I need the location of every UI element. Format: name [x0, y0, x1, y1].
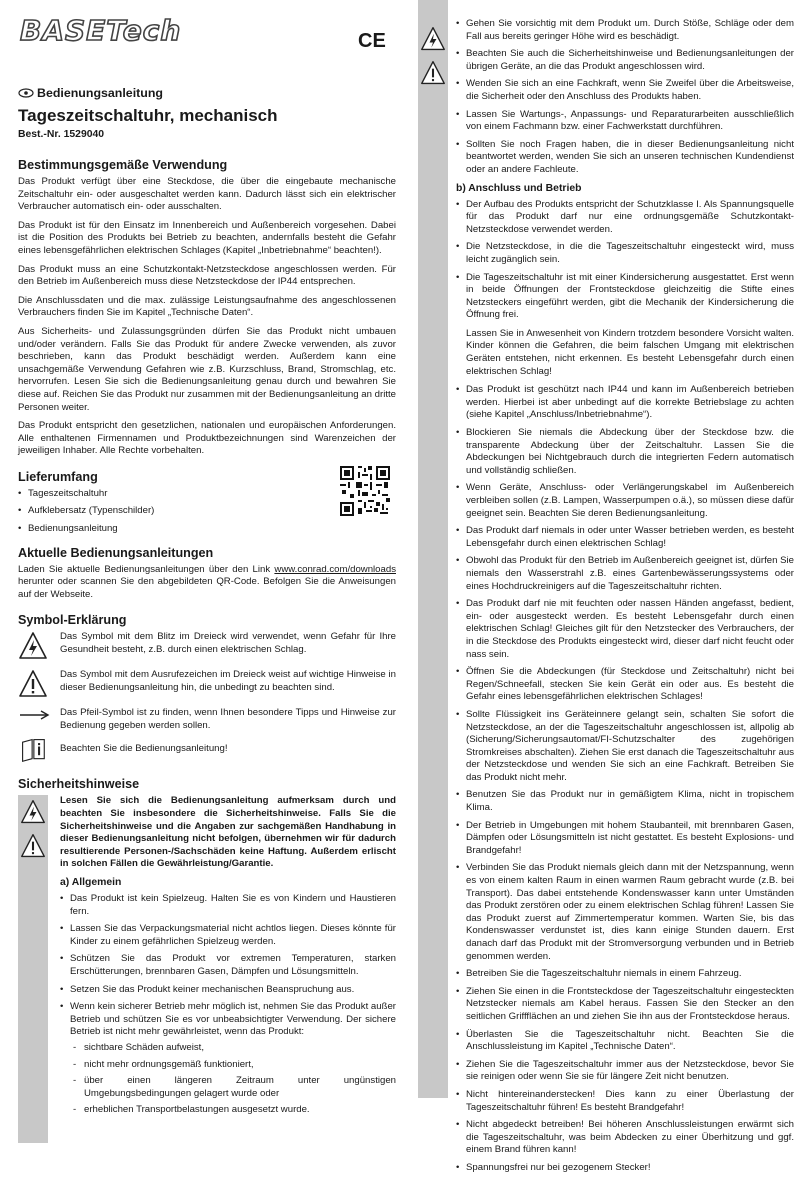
- order-number: Best.-Nr. 1529040: [18, 129, 105, 140]
- general-list-continued: [456, 18, 794, 177]
- list-item: • Überlasten Sie die Tageszeitschaltuhr nicht. Beachten Sie die Anschlussleistung im Kapitel „Technische Daten“.: [456, 1029, 794, 1054]
- list-item: • Sollten Sie noch Fragen haben, die in dieser Bedienungsanleitung nicht beantwortet werden, wenden Sie sich an unseren technischen Kundendienst oder an andere Fachleute.: [456, 139, 794, 177]
- lightning-triangle-icon: [420, 26, 446, 52]
- list-item: • Wenden Sie sich an eine Fachkraft, wenn Sie Zweifel über die Arbeitsweise, die Sicherheit oder den Anschluss des Produkts haben.: [456, 78, 794, 103]
- connection-list: [456, 199, 794, 1175]
- symbol-text: Das Symbol mit dem Blitz im Dreieck wird verwendet, wenn Gefahr für Ihre Gesundheit besteht, z.B. durch einen elektrischen Schlag.: [60, 631, 396, 656]
- child-note: Lassen Sie in Anwesenheit von Kindern trotzdem besondere Vorsicht walten. Kinder können die Gefahren, die beim falschen Umgang mit elektrischen Geräten entstehen, nicht erkennen. Es besteht Lebensgefahr durch einen elektrischen Schlag!: [466, 327, 794, 377]
- intended-use-paragraph: Die Anschlussdaten und die max. zulässige Leistungsaufnahme des angeschlossenen Verbrauchers finden Sie im Kapitel „Technische Daten“.: [18, 294, 396, 319]
- ce-mark: CE: [358, 30, 386, 52]
- list-item: • Sollte Flüssigkeit ins Geräteinnere gelangt sein, schalten Sie sofort die Netzsteckdose, an der die Tageszeitschaltuhr angeschlossen ist, allpolig ab (Sicherung/Sicherungsautomat/FI-Schutzschalter des zugehörigen Stromkreises abschalten). Ziehen Sie erst danach die Tageszeitschaltuhr aus der Netzsteckdose und wenden Sie sich an eine Fachkraft. Betreiben Sie das Produkt nicht mehr.: [456, 709, 794, 785]
- safety-intro-text: Lesen Sie sich die Bedienungsanleitung aufmerksam durch und beachten Sie insbesondere die Sicherheitshinweise. Falls Sie die Sicherheitshinweise und die Angaben zur sachgemäßen Handhabung in dieser Bedienungsanleitung nicht befolgen, übernehmen wir für dadurch resultierende Personen-/Sachschäden keine Haftung. Außerdem erlischt in solchen Fällen die Gewährleistung/Garantie.: [60, 795, 396, 870]
- read-manual-icon: [18, 737, 48, 763]
- manuals-heading: Aktuelle Bedienungsanleitungen: [18, 545, 214, 560]
- safety-side-strip: [418, 0, 448, 1098]
- list-item: • Das Produkt ist kein Spielzeug. Halten Sie es von Kindern und Haustieren fern.: [60, 893, 396, 918]
- manuals-paragraph: [18, 564, 396, 602]
- list-item: - erheblichen Transportbelastungen ausgesetzt wurde.: [70, 1104, 396, 1117]
- manuals-text-before: Laden Sie aktuelle Bedienungsanleitungen über den Link: [18, 563, 275, 575]
- list-item: • Verbinden Sie das Produkt niemals gleich dann mit der Netzspannung, wenn es von einem kalten Raum in einen warmen Raum gebracht wurde (z.B. bei Transport). Das dabei entstehende Kondenswasser kann unter Umständen das Produkt zerstören oder zu einem elektrischen Schlag führen! Lassen Sie das Produkt zuerst auf Zimmertemperatur kommen. Warten Sie, bis das Kondenswasser verdunstet ist, dies kann einige Stunden dauern. Erst danach darf das Produkt mit der Stromversorgung verbunden und in Betrieb genommen werden.: [456, 862, 794, 963]
- title-block: [18, 86, 396, 1122]
- symbols-heading: Symbol-Erklärung: [18, 613, 127, 628]
- list-item-text: Die Tageszeitschaltuhr ist mit einer Kindersicherung ausgestattet. Erst wenn in beide Öffnungen der Frontsteckdose gleichzeitig die Stifte eines Netzsteckers eingeführt werden, gibt die Mechanik der Kindersicherung die Öffnung frei.: [466, 271, 794, 321]
- list-item: • Spannungsfrei nur bei gezogenem Stecker!: [456, 1162, 794, 1175]
- symbol-row: [18, 631, 396, 665]
- list-item: • Bedienungsanleitung: [18, 523, 396, 536]
- exclamation-triangle-icon: [18, 669, 48, 699]
- list-item: • Ziehen Sie einen in die Frontsteckdose der Tageszeitschaltuhr eingesteckten Netzstecker niemals am Kabel heraus. Fassen Sie den Stecker an den seitlichen Griffflächen an und ziehen Sie ihn aus der Frontsteckdose heraus.: [456, 986, 794, 1024]
- general-list: [60, 893, 396, 1117]
- arrow-icon: [18, 707, 50, 737]
- list-item: • Setzen Sie das Produkt keiner mechanischen Beanspruchung aus.: [60, 984, 396, 997]
- list-item: • Gehen Sie vorsichtig mit dem Produkt um. Durch Stöße, Schläge oder dem Fall aus bereits geringer Höhe wird es beschädigt.: [456, 18, 794, 43]
- symbol-text: Das Pfeil-Symbol ist zu finden, wenn Ihnen besondere Tipps und Hinweise zur Bedienung gegeben werden sollen.: [60, 707, 396, 732]
- safety-heading: Sicherheitshinweise: [18, 777, 140, 792]
- list-item: • Obwohl das Produkt für den Betrieb im Außenbereich geeignet ist, dürfen Sie niemals den Wasserstrahl z.B. eines Gartenbewässerungssystems oder eines Hochdruckreinigers auf die Tageszeitschaltuhr richten.: [456, 555, 794, 593]
- list-item: • Blockieren Sie niemals die Abdeckung über der Steckdose bzw. die transparente Abdeckung über der Zeitschaltuhr. Lassen Sie die Abdeckungen bei Nichtgebrauch durch die integrierten Federn automatisch und vollständig schließen.: [456, 427, 794, 477]
- list-item: • Tageszeitschaltuhr: [18, 488, 396, 501]
- page-title: Tageszeitschaltuhr, mechanisch: [18, 106, 278, 125]
- list-item: [456, 272, 794, 379]
- qr-code[interactable]: [340, 466, 390, 516]
- intended-use-paragraph: Das Produkt ist für den Einsatz im Innenbereich und Außenbereich vorgesehen. Dabei ist die Position des Produkts bei Betrieb zu beachten, andernfalls besteht die Gefahr eines lebensgefährlichen elektrischen Schlages (Kapitel „Inbetriebnahme“ beachten!).: [18, 219, 396, 256]
- brand-logo: [18, 12, 248, 53]
- list-item: • Beachten Sie auch die Sicherheitshinweise und Bedienungsanleitungen der übrigen Geräte, an die das Produkt angeschlossen wird.: [456, 48, 794, 73]
- right-content: [456, 18, 794, 1180]
- eye-icon: [18, 88, 34, 98]
- list-item: • Lassen Sie das Verpackungsmaterial nicht achtlos liegen. Dieses könnte für Kinder zu einem gefährlichen Spielzeug werden.: [60, 923, 396, 948]
- intended-use-paragraph: Das Produkt verfügt über eine Steckdose, die über die eingebaute mechanische Zeitschaltuhr ein- oder ausgeschaltet werden kann. Dadurch lässt sich ein elektrischer Verbraucher automatisch ein- oder ausschalten.: [18, 176, 396, 213]
- download-link[interactable]: www.conrad.com/downloads: [274, 563, 396, 575]
- list-item-text: Wenn kein sicherer Betrieb mehr möglich ist, nehmen Sie das Produkt außer Betrieb und schützen Sie es vor unbeabsichtigter Verwendung. Der sichere Betrieb ist nicht mehr gewährleistet, wenn das Produkt:: [70, 1001, 396, 1038]
- delivery-heading: Lieferumfang: [18, 469, 98, 484]
- condition-list: [70, 1042, 396, 1117]
- list-item: • Wenn Geräte, Anschluss- oder Verlängerungskabel im Außenbereich verbleiben sollen (z.B. Lampen, Wasserpumpen o.ä.), so müssen diese dafür geeignet sein. Beachten Sie deren Bedienungsanleitung.: [456, 482, 794, 520]
- symbol-row: [18, 669, 396, 703]
- list-item: • Aufklebersatz (Typenschilder): [18, 505, 396, 518]
- symbol-text: Das Symbol mit dem Ausrufezeichen im Dreieck weist auf wichtige Hinweise in dieser Bedienungsanleitung hin, die unbedingt zu beachten sind.: [60, 669, 396, 694]
- manual-label-row: [18, 86, 396, 100]
- list-item: • Lassen Sie Wartungs-, Anpassungs- und Reparaturarbeiten ausschließlich von einem Fachmann bzw. einer Fachwerkstatt durchführen.: [456, 109, 794, 134]
- lightning-triangle-icon: [20, 799, 46, 825]
- intended-use-paragraph: Das Produkt muss an eine Schutzkontakt-Netzsteckdose angeschlossen werden. Für den Betrieb im Außenbereich muss diese Netzsteckdose der IP44 entsprechen.: [18, 263, 396, 288]
- list-item: • Benutzen Sie das Produkt nur in gemäßigtem Klima, nicht in tropischem Klima.: [456, 789, 794, 814]
- intended-use-paragraph: Aus Sicherheits- und Zulassungsgründen dürfen Sie das Produkt nicht umbauen und/oder verändern. Falls Sie das Produkt für andere Zwecke verwenden, als zuvor beschrieben, kann das Produkt beschädigt werden. Außerdem kann eine unsachgemäße Verwendung Gefahren wie z.B. Kurzschluss, Brand, Stromschlag, etc. hervorrufen. Lesen Sie sich die Bedienungsanleitung genau durch und bewahren Sie diese auf. Reichen Sie das Produkt nur zusammen mit der Bedienungsanleitung an dritte Personen weiter.: [18, 325, 396, 413]
- list-item: • Öffnen Sie die Abdeckungen (für Steckdose und Zeitschaltuhr) nicht bei Regen/Schneefall, stecken Sie kein Gerät ein oder aus. Es besteht die Gefahr eines lebensgefährlichen elektrischen Schlages!: [456, 666, 794, 704]
- list-item: - sichtbare Schäden aufweist,: [70, 1042, 396, 1055]
- exclamation-triangle-icon: [20, 833, 46, 859]
- list-item: - über einen längeren Zeitraum unter ungünstigen Umgebungsbedingungen gelagert wurde oder: [70, 1075, 396, 1100]
- list-item: • Nicht abgedeckt betreiben! Bei höheren Anschlussleistungen erwärmt sich die Tageszeitschaltuhr, was beim Abdecken zu einer Überhitzung und ggf. einem Brand führen kann!: [456, 1119, 794, 1157]
- manuals-text-after: herunter oder scannen Sie den abgebildeten QR-Code. Befolgen Sie die Anweisungen auf der Webseite.: [18, 576, 396, 600]
- manual-label: Bedienungsanleitung: [37, 86, 163, 100]
- list-item: • Das Produkt ist geschützt nach IP44 und kann im Außenbereich betrieben werden. Hierbei ist aber unbedingt auf die korrekte Betriebslage zu achten (siehe Kapitel „Anschluss/Inbetriebnahme“).: [456, 384, 794, 422]
- symbol-row: [18, 737, 396, 763]
- lightning-triangle-icon: [18, 631, 48, 661]
- intended-use-heading: Bestimmungsgemäße Verwendung: [18, 158, 228, 172]
- list-item: • Der Betrieb in Umgebungen mit hohem Staubanteil, mit brennbaren Gasen, Dämpfen oder Lösungsmitteln ist nicht gestattet. Es besteht Explosions- und Brandgefahr!: [456, 820, 794, 858]
- list-item: • Das Produkt darf niemals in oder unter Wasser betrieben werden, es besteht Lebensgefahr durch einen elektrischen Schlag!: [456, 525, 794, 550]
- symbol-text: Beachten Sie die Bedienungsanleitung!: [60, 743, 228, 755]
- list-item: • Schützen Sie das Produkt vor extremen Temperaturen, starken Erschütterungen, brennbaren Gasen, Dämpfen und Lösungsmitteln.: [60, 953, 396, 978]
- list-item: • Ziehen Sie die Tageszeitschaltuhr immer aus der Netzsteckdose, bevor Sie sie reinigen oder wenn Sie sie für längere Zeit nicht benutzen.: [456, 1059, 794, 1084]
- exclamation-triangle-icon: [420, 60, 446, 86]
- list-item: • Das Produkt darf nie mit feuchten oder nassen Händen angefasst, bedient, ein- oder ausgesteckt werden. Es besteht Lebensgefahr durch einen elektrischen Schlag! Gleiches gilt für den Netzstecker des Verbrauchers, der in die Steckdose des Produkts eingesteckt wird, dieser darf nicht feucht oder nass sein.: [456, 598, 794, 661]
- list-item: • Betreiben Sie die Tageszeitschaltuhr niemals in einem Fahrzeug.: [456, 968, 794, 981]
- list-item: - nicht mehr ordnungsgemäß funktioniert,: [70, 1059, 396, 1072]
- list-item: [60, 1001, 396, 1117]
- safety-intro: [18, 795, 396, 1116]
- list-item: • Die Netzsteckdose, in die die Tageszeitschaltuhr eingesteckt wird, muss leicht zugänglich sein.: [456, 241, 794, 266]
- list-item: • Der Aufbau des Produkts entspricht der Schutzklasse I. Als Spannungsquelle für das Produkt darf nur eine ordnungsgemäße Schutzkontakt-Netzsteckdose verwendet werden.: [456, 199, 794, 237]
- list-item: • Nicht hintereinanderstecken! Dies kann zu einer Überlastung der Tageszeitschaltuhr führen! Es besteht Brandgefahr!: [456, 1089, 794, 1114]
- general-heading: a) Allgemein: [60, 877, 122, 888]
- brand-logo-text: BASETech: [20, 14, 182, 47]
- intended-use-paragraph: Das Produkt entspricht den gesetzlichen, nationalen und europäischen Anforderungen. Alle enthaltenen Firmennamen und Produktbezeichnungen sind Warenzeichen der jeweiligen Inhaber. Alle Rechte vorbehalten.: [18, 420, 396, 457]
- connection-heading: b) Anschluss und Betrieb: [456, 182, 582, 194]
- symbol-row: [18, 707, 396, 733]
